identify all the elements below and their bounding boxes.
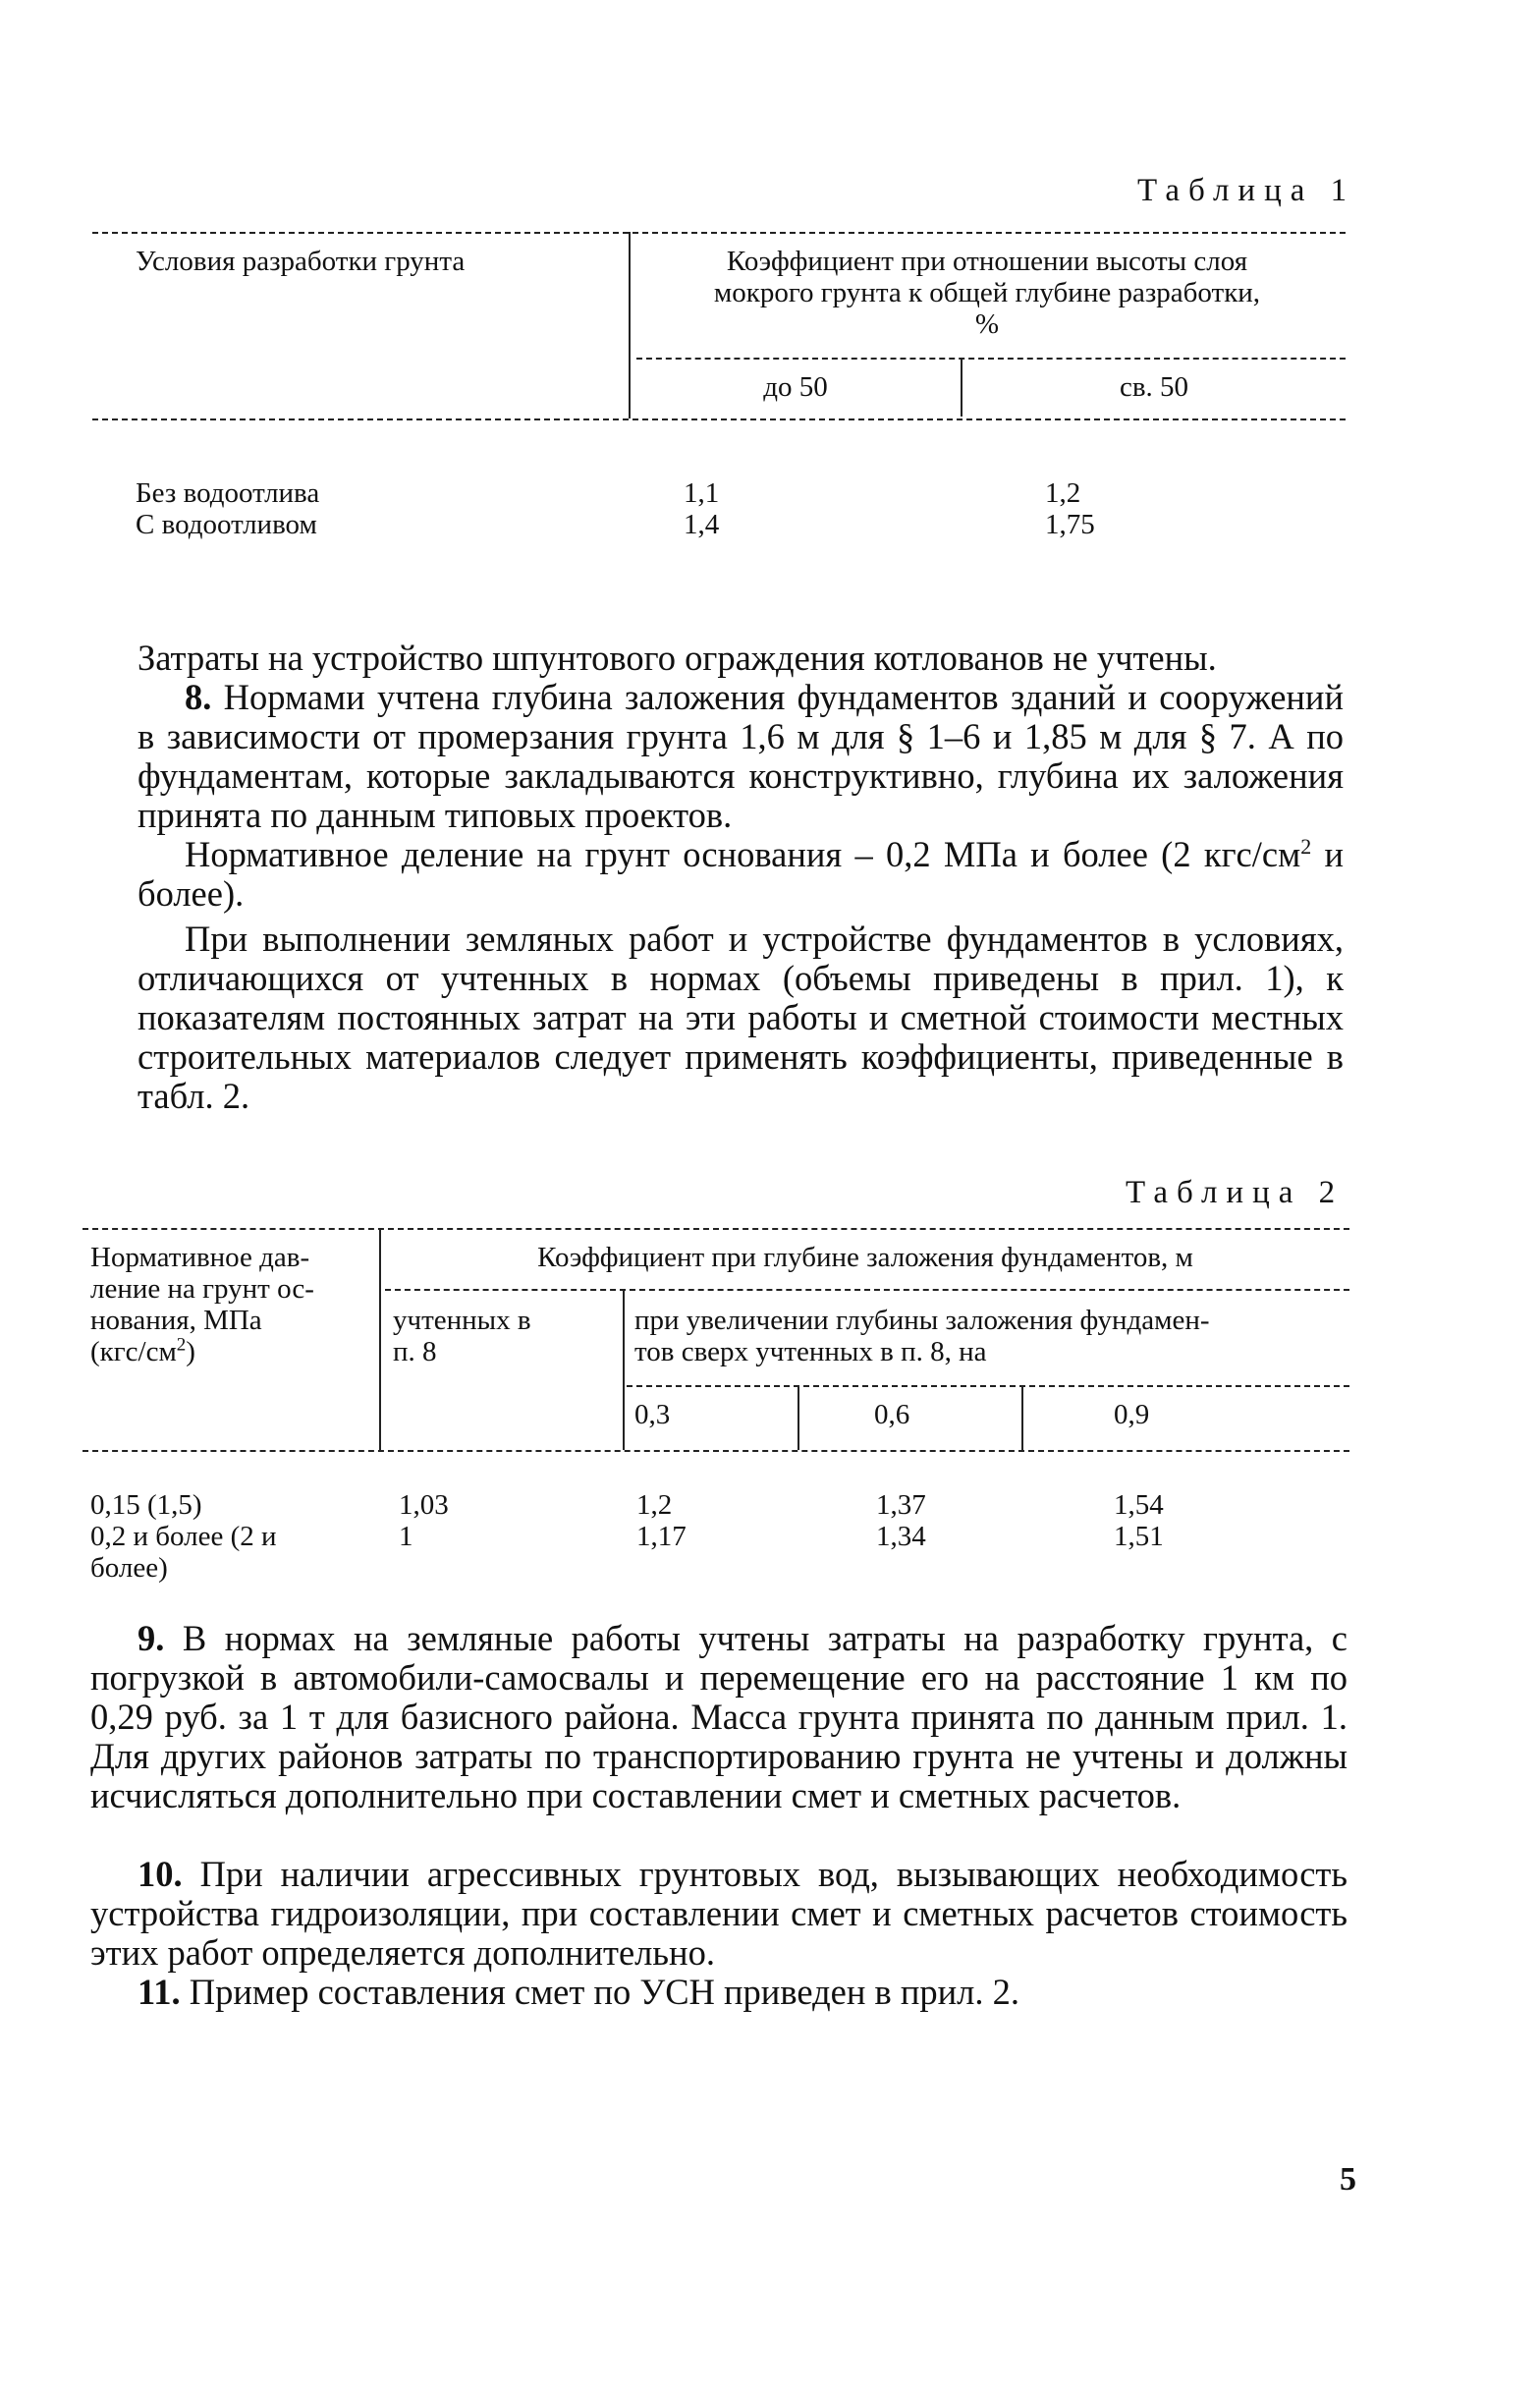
table2-col1-header-paren: ) [186,1336,195,1367]
table2-row1-label: 0,15 (1,5) [90,1489,202,1521]
table2-row2-label-line2: более) [90,1552,168,1584]
paragraph-10-number: 10. [138,1854,183,1894]
table2-depth-0-3: 0,3 [634,1399,671,1430]
table1-sub2-header: св. 50 [1119,371,1189,403]
paragraph-8-number: 8. [185,677,212,717]
paragraph-11 [90,1973,1348,2012]
table1-header-bottom-rule [92,418,1346,420]
table2-col2-divider [623,1289,625,1450]
table1-row2-value1: 1,4 [684,509,720,540]
table2-col1-header-line3: нования, МПа [90,1305,262,1336]
table2-row1-base: 1,03 [399,1489,449,1521]
table1-top-rule [92,232,1346,234]
table2-sub2-header-line1: при увеличении глубины заложения фундамен- [634,1305,1210,1336]
table1-row1-value2: 1,2 [1045,477,1081,509]
paragraph-soil-pressure-text-a: Нормативное деление на грунт основания – 0,2 МПа и более (2 кгс/см [185,834,1301,874]
paragraph-sheet-piling: Затраты на устройство шпунтового ограждения котлованов не учтены. [138,638,1217,678]
table2-row2-v09: 1,51 [1114,1521,1164,1552]
table2-col1-header-unit: (кгс/см [90,1336,177,1367]
table2-col1-header-line4 [90,1336,195,1367]
table1-row2-value2: 1,75 [1045,509,1095,540]
table2-depth-0-6: 0,6 [874,1399,910,1430]
paragraph-10 [90,1855,1348,1973]
paragraph-10-text: При наличии агрессивных грунтовых вод, вызывающих необходимость устройства гидроизоляции, при составлении смет и сметных расчетов стоимость этих работ определяется дополнительно. [90,1854,1348,1973]
table2-row1-v09: 1,54 [1114,1489,1164,1521]
table2-top-rule [82,1228,1349,1230]
table2-col1-header-line2: ление на грунт ос- [90,1273,314,1305]
table2-sub1-header-line1: учтенных в [393,1305,531,1336]
table2-top-header: Коэффициент при глубине заложения фундаментов, м [537,1242,1193,1273]
table2-row1-v03: 1,2 [636,1489,673,1521]
table2-row1-v06: 1,37 [876,1489,926,1521]
table1-sub1-header: до 50 [763,371,828,403]
table2-row2-v06: 1,34 [876,1521,926,1552]
table2-depth-rule [627,1385,1349,1387]
table1-col1-header: Условия разработки грунта [136,246,466,277]
table2-depth-0-9: 0,9 [1114,1399,1150,1430]
table2-row2-v03: 1,17 [636,1521,687,1552]
table1-sub-rule [636,358,1346,360]
table1-col2-header-line1: Коэффициент при отношении высоты слоя [726,246,1248,277]
table2-depth-divider-1 [798,1385,799,1450]
page-number: 5 [1340,2161,1356,2198]
table2-row2-base: 1 [399,1521,413,1552]
table1-col2-header-line3: % [974,308,1000,340]
table2-sub-rule [385,1289,1349,1291]
table1-caption: Таблица 1 [1137,173,1356,208]
paragraph-11-text: Пример составления смет по УСН приведен в прил. 2. [180,1972,1020,2012]
paragraph-coefficients: При выполнении земляных работ и устройстве фундаментов в условиях, отличающихся от учтенных в нормах (объемы приведены в прил. 1), к показателям постоянных затрат на эти работы и сметной стоимости местных строительных материалов следует применять коэффициенты, приведенные в табл. 2. [138,919,1344,1116]
paragraph-8-text: Нормами учтена глубина заложения фундаментов зданий и сооружений в зависимости от промерзания грунта 1,6 м для § 1–6 и 1,85 м для § 7. А по фундаментам, которые закладываются конструктивно, глубина их заложения принята по данным типовых проектов. [138,677,1344,835]
table2-sub1-header-line2: п. 8 [393,1336,437,1367]
table2-col1-header-line1: Нормативное дав- [90,1242,310,1273]
paragraph-9 [90,1619,1348,1815]
table1-row1-value1: 1,1 [684,477,720,509]
table2-header-bottom-rule [82,1450,1349,1452]
paragraph-8 [138,678,1344,835]
paragraph-11-number: 11. [138,1972,181,2012]
table2-row2-label-line1: 0,2 и более (2 и [90,1521,277,1552]
paragraph-soil-pressure-superscript: 2 [1300,833,1312,859]
table1-row2-label: С водоотливом [136,509,317,540]
paragraph-soil-pressure-text-b: и более). [138,834,1344,914]
paragraph-9-text: В нормах на земляные работы учтены затраты на разработку грунта, с погрузкой в автомобили-самосвалы и перемещение его на расстояние 1 км по 0,29 руб. за 1 т для базисного района. Масса грунта принята по данным прил. 1. Для других районов затраты по транспортированию грунта не учтены и должны исчисляться дополнительно при составлении смет и сметных расчетов. [90,1618,1348,1815]
table2-sub2-header-line2: тов сверх учтенных в п. 8, на [634,1336,987,1367]
paragraph-soil-pressure [138,835,1344,914]
table1-row1-label: Без водоотлива [136,477,320,509]
paragraph-9-number: 9. [138,1618,165,1658]
table2-col1-header-superscript: 2 [176,1334,187,1356]
table2-depth-divider-2 [1021,1385,1023,1450]
table2-caption: Таблица 2 [1126,1175,1345,1210]
table1-col2-header-line2: мокрого грунта к общей глубине разработки, [713,277,1261,308]
